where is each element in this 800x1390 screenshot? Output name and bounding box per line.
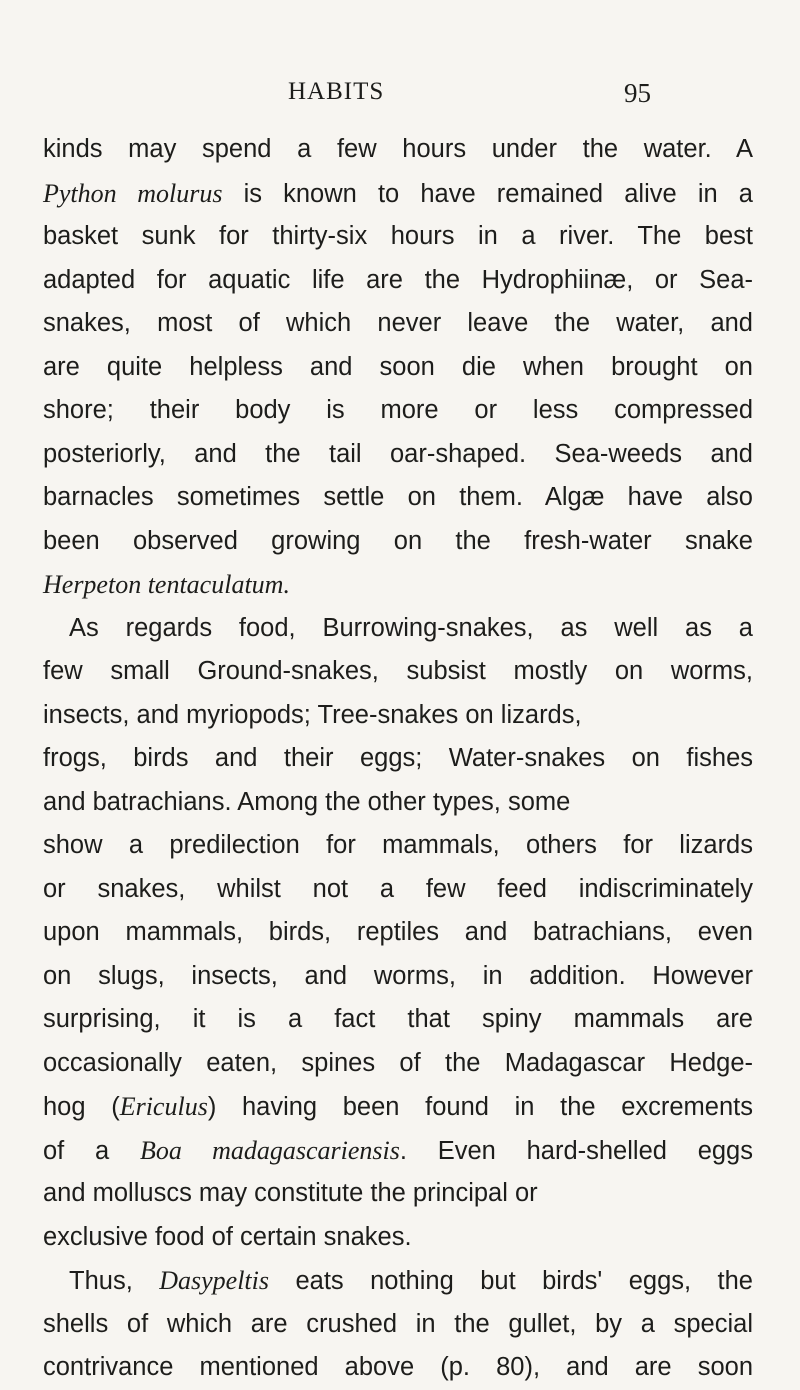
species-name-herpeton: Herpeton tentaculatum. (43, 570, 290, 599)
line-text: shore; their body is more or less compressed (43, 396, 753, 424)
text-line (43, 1303, 753, 1347)
text-line (43, 650, 753, 694)
text-line (43, 128, 753, 172)
text-line (43, 1259, 753, 1303)
page-number: 95 (624, 78, 651, 108)
genus-name-ericulus: Ericulus (119, 1092, 208, 1121)
line-segment (43, 1085, 753, 1129)
line-segment (43, 1129, 753, 1173)
text-line (43, 998, 753, 1042)
text-line (43, 302, 753, 346)
line-text: As regards food, Burrowing-snakes, as well as a (69, 613, 753, 642)
line-text: hog ( (43, 1093, 120, 1121)
line-text: insects, and myriopods; Tree-snakes on lizards, (43, 700, 582, 729)
line-text: ) having been found in the excrements (207, 1093, 754, 1121)
line-text: frogs, birds and their eggs; Water-snakes on fishes (43, 744, 753, 772)
line-text: snakes, most of which never leave the water, and (43, 309, 753, 337)
text-line (43, 607, 753, 651)
line-text: barnacles sometimes settle on them. Algæ have also (43, 483, 753, 511)
text-line (43, 520, 753, 564)
text-line (43, 1172, 753, 1216)
line-text: kinds may spend a few hours under the water. A (43, 135, 753, 163)
line-text: of a (43, 1136, 140, 1165)
line-text: Thus, (69, 1267, 160, 1295)
text-line (43, 476, 753, 520)
line-text: and batrachians. Among the other types, some (43, 787, 571, 816)
line-text: adapted for aquatic life are the Hydrophiinæ, or Sea- (43, 265, 753, 294)
running-head (0, 78, 800, 118)
line-text: is known to have remained alive in a (222, 179, 753, 208)
text-line (43, 389, 753, 433)
running-title: HABITS (288, 78, 385, 105)
line-text: . Even hard-shelled eggs (399, 1136, 753, 1165)
line-text: shells of which are crushed in the gullet, by a special (43, 1309, 753, 1338)
text-line (43, 433, 753, 477)
text-line (43, 1346, 753, 1390)
line-text: show a predilection for mammals, others for lizards (43, 831, 753, 859)
text-line (43, 1085, 753, 1129)
text-line (43, 911, 753, 955)
line-text: are quite helpless and soon die when brought on (43, 352, 753, 381)
line-text: upon mammals, birds, reptiles and batrachians, even (43, 918, 753, 946)
text-line (43, 868, 753, 912)
line-segment (69, 1259, 753, 1303)
species-name-boa: Boa madagascariensis (140, 1135, 400, 1165)
species-name-python: Python molurus (43, 178, 223, 208)
text-line (43, 1216, 753, 1260)
text-line (43, 215, 753, 259)
line-text: on slugs, insects, and worms, in addition. However (43, 961, 753, 990)
text-line (43, 1129, 753, 1173)
text-line (43, 346, 753, 390)
text-line (43, 172, 753, 216)
line-text: basket sunk for thirty-six hours in a river. The best (43, 222, 753, 250)
line-text: and molluscs may constitute the principal or (43, 1179, 538, 1207)
text-line (43, 563, 753, 607)
text-line (43, 694, 753, 738)
line-text: eats nothing but birds' eggs, the (269, 1267, 753, 1295)
genus-name-dasypeltis: Dasypeltis (159, 1266, 269, 1295)
line-text: posteriorly, and the tail oar-shaped. Sea-weeds and (43, 439, 753, 468)
line-text: been observed growing on the fresh-water snake (43, 526, 753, 555)
text-line (43, 955, 753, 999)
text-line (43, 737, 753, 781)
text-line (43, 1042, 753, 1086)
line-text: exclusive food of certain snakes. (43, 1222, 412, 1251)
line-text: or snakes, whilst not a few feed indiscriminately (43, 874, 753, 903)
text-line (43, 259, 753, 303)
line-text: occasionally eaten, spines of the Madagascar Hedge- (43, 1048, 753, 1077)
line-text: surprising, it is a fact that spiny mammals are (43, 1005, 753, 1033)
line-text: few small Ground-snakes, subsist mostly on worms, (43, 657, 753, 685)
body-text (43, 128, 753, 1390)
text-line (43, 824, 753, 868)
line-segment (43, 172, 753, 216)
line-text: contrivance mentioned above (p. 80), and are soon (43, 1353, 753, 1381)
text-line (43, 781, 753, 825)
